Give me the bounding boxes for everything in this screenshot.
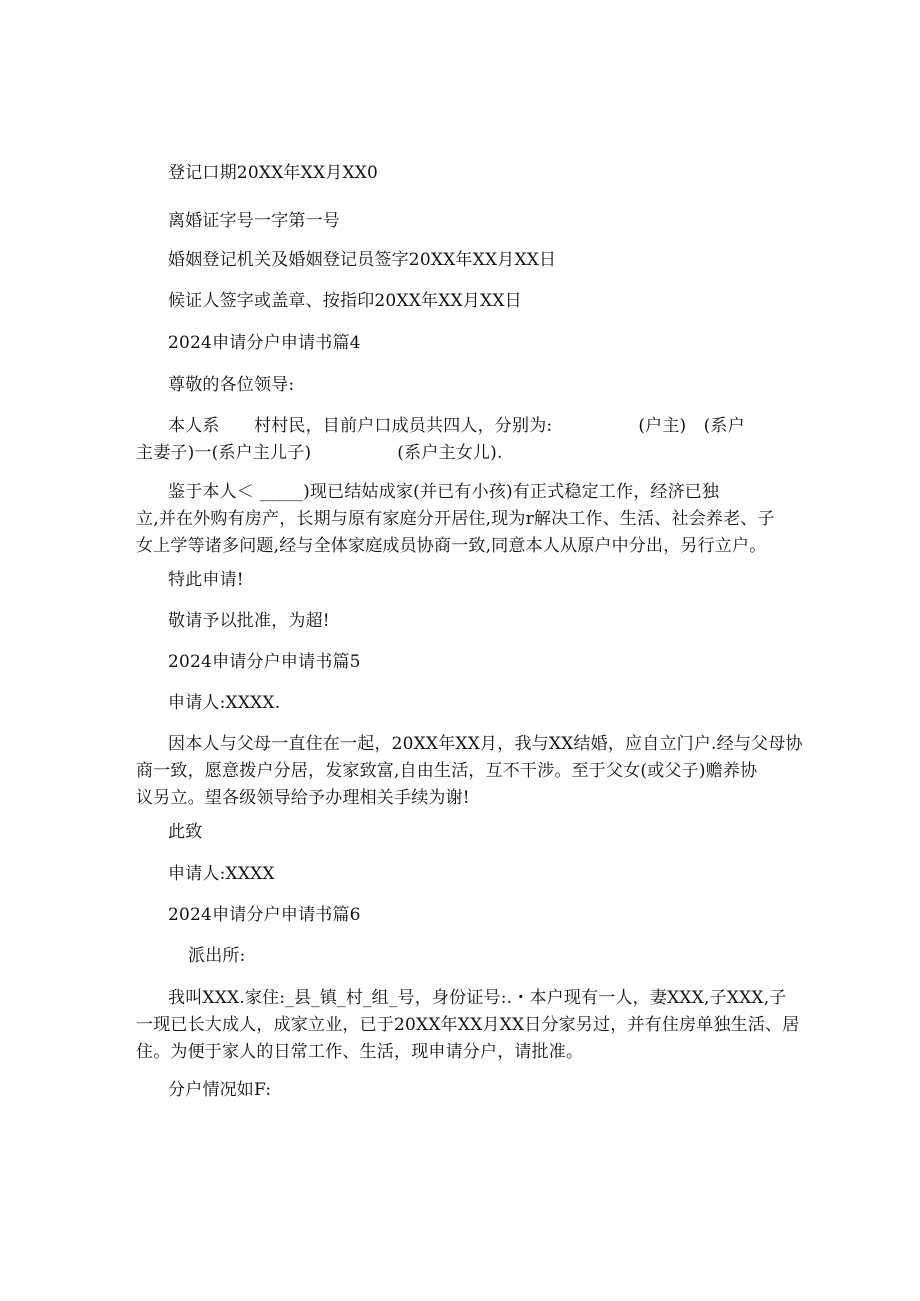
paragraph-line: 女上学等诸多问题,经与全体家庭成员协商一致,同意本人从原户中分出，另行立户。 bbox=[136, 536, 767, 556]
reason-paragraph bbox=[136, 479, 775, 560]
household-members-paragraph bbox=[136, 413, 745, 467]
registrar-signature-line: 婚姻登记机关及婚姻登记员签字20XX年XX月XX日 bbox=[168, 250, 557, 270]
applicant-line: 申请人:XXXX. bbox=[168, 693, 281, 713]
salutation-leaders: 尊敬的各位领导: bbox=[168, 375, 295, 395]
household-split-paragraph bbox=[136, 985, 799, 1066]
paragraph-line: 一现已长大成人，成家立业，已于20XX年XX月XX日分家另过，并有住房单独生活、居 bbox=[136, 1015, 800, 1035]
paragraph-line: 我叫XXX.家住:_县_镇_村_组_号，身份证号:.・本户现有一人，妻XXX,子XXX,子 bbox=[168, 988, 787, 1008]
witness-signature-line: 候证人签字或盖章、按指印20XX年XX月XX日 bbox=[168, 291, 522, 311]
regards-line: 此致 bbox=[168, 822, 203, 842]
divorce-certificate-number-line: 离婚证字号一字第一号 bbox=[168, 211, 340, 231]
paragraph-line: 主妻子)一(系户主儿子) (系户主女儿). bbox=[136, 443, 503, 463]
approval-request-line: 敬请予以批准，为超! bbox=[168, 611, 330, 631]
special-request-line: 特此申请! bbox=[168, 570, 244, 590]
marriage-paragraph bbox=[136, 731, 803, 812]
paragraph-line: 商一致，愿意拨户分居，发家致富,自由生活，互不干涉。至于父女(或父子)赡养协 bbox=[136, 761, 758, 781]
paragraph-line: 因本人与父母一直住在一起，20XX年XX月，我与XX结婚，应自立门户.经与父母协 bbox=[168, 734, 803, 754]
section-heading-4: 2024申请分户申请书篇4 bbox=[168, 333, 361, 353]
split-details-line: 分户情况如F: bbox=[168, 1080, 272, 1100]
paragraph-line: 立,并在外购有房产，长期与原有家庭分开居住,现为r解决工作、生活、社会养老、子 bbox=[136, 509, 775, 529]
salutation-police-station: 派出所: bbox=[188, 946, 246, 966]
section-heading-5: 2024申请分户申请书篇5 bbox=[168, 652, 361, 672]
paragraph-line: 本人系 村村民，目前户口成员共四人，分别为: (户主) (系户 bbox=[168, 416, 745, 436]
paragraph-line: 鉴于本人＜ _____)现已结姑成家(并已有小孩)有正式稳定工作，经济已独 bbox=[168, 482, 720, 502]
paragraph-line: 住。为便于家人的日常工作、生活，现申请分户，请批准。 bbox=[136, 1042, 584, 1062]
paragraph-line: 议另立。望各级领导给予办理相关手续为谢! bbox=[136, 788, 470, 808]
section-heading-6: 2024申请分户申请书篇6 bbox=[168, 905, 361, 925]
applicant-signature-line: 申请人:XXXX bbox=[168, 864, 275, 884]
registration-date-line: 登记口期20XX年XX月XX0 bbox=[168, 163, 379, 183]
